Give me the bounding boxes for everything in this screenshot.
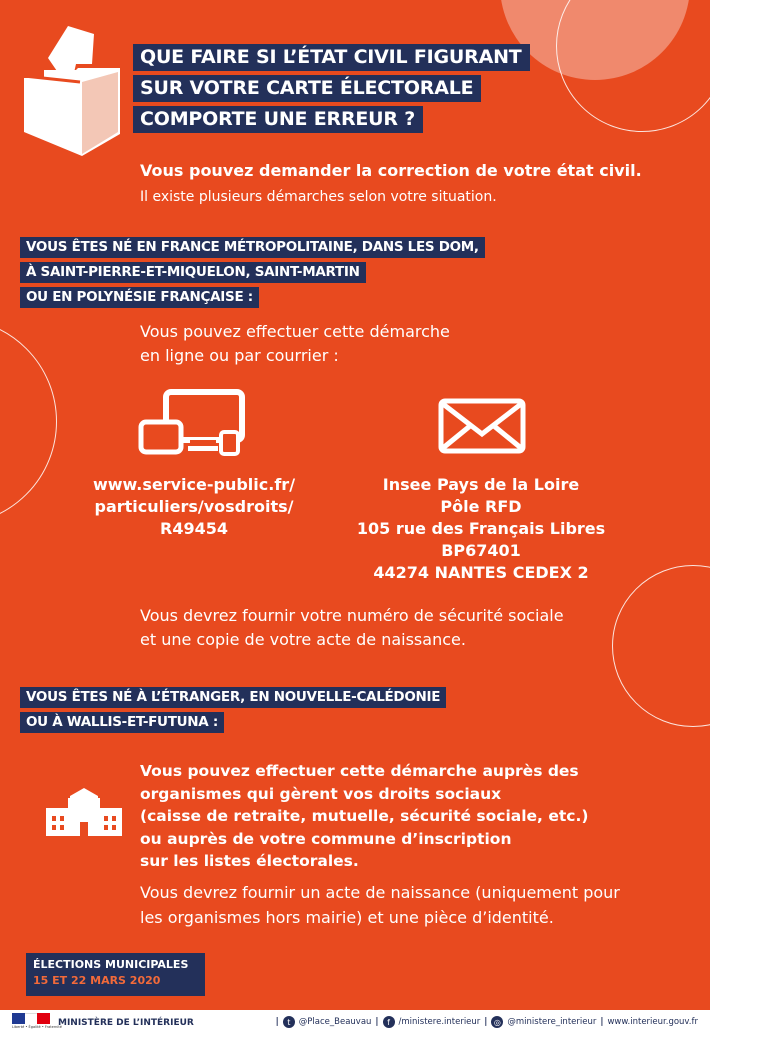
twitter-handle[interactable]: @Place_Beauvau — [298, 1017, 372, 1027]
section2-heading-line-1: VOUS ÊTES NÉ À L’ÉTRANGER, EN NOUVELLE-CALÉDONIE — [20, 687, 446, 708]
section2-heading — [20, 686, 446, 736]
facebook-handle[interactable]: /ministere.interieur — [398, 1017, 481, 1027]
footer-social: | t @Place_Beauvau | f /ministere.interieur | ◎ @ministere_interieur | www.interieur.gouv.fr — [275, 1017, 698, 1027]
section2-body-line-5: sur les listes électorales. — [140, 852, 359, 870]
section2-heading-line-2: OU À WALLIS-ET-FUTUNA : — [20, 712, 224, 733]
section1-heading-line-2: À SAINT-PIERRE-ET-MIQUELON, SAINT-MARTIN — [20, 262, 366, 283]
section1-method — [140, 320, 450, 368]
facebook-icon[interactable]: f — [383, 1016, 395, 1028]
section1-method-line-2: en ligne ou par courrier : — [140, 346, 339, 365]
election-badge-title: ÉLECTIONS MUNICIPALES — [33, 958, 189, 971]
section1-postal-address — [330, 474, 632, 584]
instagram-icon[interactable]: ◎ — [491, 1016, 503, 1028]
section2-body-line-3: (caisse de retraite, mutuelle, sécurité sociale, etc.) — [140, 807, 589, 825]
building-icon — [42, 786, 126, 836]
online-line-1: www.service-public.fr/ — [92, 475, 296, 494]
election-badge-dates: 15 ET 22 MARS 2020 — [33, 974, 161, 987]
mail-line-1: Insee Pays de la Loire — [382, 475, 580, 494]
section1-method-line-1: Vous pouvez effectuer cette démarche — [140, 322, 450, 341]
section1-note — [140, 604, 564, 652]
instagram-handle[interactable]: @ministere_interieur — [507, 1017, 597, 1027]
title-line-1: QUE FAIRE SI L’ÉTAT CIVIL FIGURANT — [133, 44, 530, 71]
section1-heading-line-1: VOUS ÊTES NÉ EN FRANCE MÉTROPOLITAINE, DANS LES DOM, — [20, 237, 485, 258]
envelope-icon — [438, 398, 526, 454]
section2-body-line-1: Vous pouvez effectuer cette démarche auprès des — [140, 762, 579, 780]
title-line-3: COMPORTE UNE ERREUR ? — [133, 106, 423, 133]
section1-note-line-1: Vous devrez fournir votre numéro de sécurité sociale — [140, 606, 564, 625]
mail-line-5: 44274 NANTES CEDEX 2 — [373, 563, 589, 582]
intro-light: Il existe plusieurs démarches selon votre situation. — [140, 189, 497, 205]
ballot-box-icon — [20, 20, 124, 158]
deco-ring-left — [0, 318, 57, 525]
footer — [0, 1010, 710, 1037]
twitter-icon[interactable]: t — [283, 1016, 295, 1028]
section1-heading — [20, 236, 485, 311]
section2-body-line-4: ou auprès de votre commune d’inscription — [140, 829, 512, 848]
ministry-name: MINISTÈRE DE L’INTÉRIEUR — [58, 1018, 194, 1028]
section2-body-line-2: organismes qui gèrent vos droits sociaux — [140, 784, 502, 803]
title-line-2: SUR VOTRE CARTE ÉLECTORALE — [133, 75, 481, 102]
section2-note — [140, 880, 620, 930]
mail-line-2: Pôle RFD — [440, 497, 522, 516]
mail-line-3: 105 rue des Français Libres — [356, 519, 606, 538]
section2-note-line-2: les organismes hors mairie) et une pièce d’identité. — [140, 908, 554, 927]
section1-heading-line-3: OU EN POLYNÉSIE FRANÇAISE : — [20, 287, 259, 308]
section1-online-address — [80, 474, 308, 540]
section2-body — [140, 760, 588, 873]
page-title — [133, 44, 530, 137]
section2-note-line-1: Vous devrez fournir un acte de naissance (uniquement pour — [140, 883, 620, 902]
online-line-3: R49454 — [160, 519, 228, 538]
section1-note-line-2: et une copie de votre acte de naissance. — [140, 630, 466, 649]
deco-ring-top-right — [556, 0, 728, 132]
intro-bold: Vous pouvez demander la correction de votre état civil. — [140, 161, 642, 180]
online-line-2: particuliers/vosdroits/ — [94, 497, 294, 516]
deco-ring-right — [612, 565, 774, 727]
website-link[interactable]: www.interieur.gouv.fr — [607, 1017, 698, 1027]
devices-icon — [138, 388, 248, 456]
republic-logo — [12, 1013, 62, 1034]
election-badge — [26, 953, 205, 996]
republic-logo-text: Liberté • Égalité • Fraternité — [12, 1025, 62, 1029]
mail-line-4: BP67401 — [441, 541, 521, 560]
